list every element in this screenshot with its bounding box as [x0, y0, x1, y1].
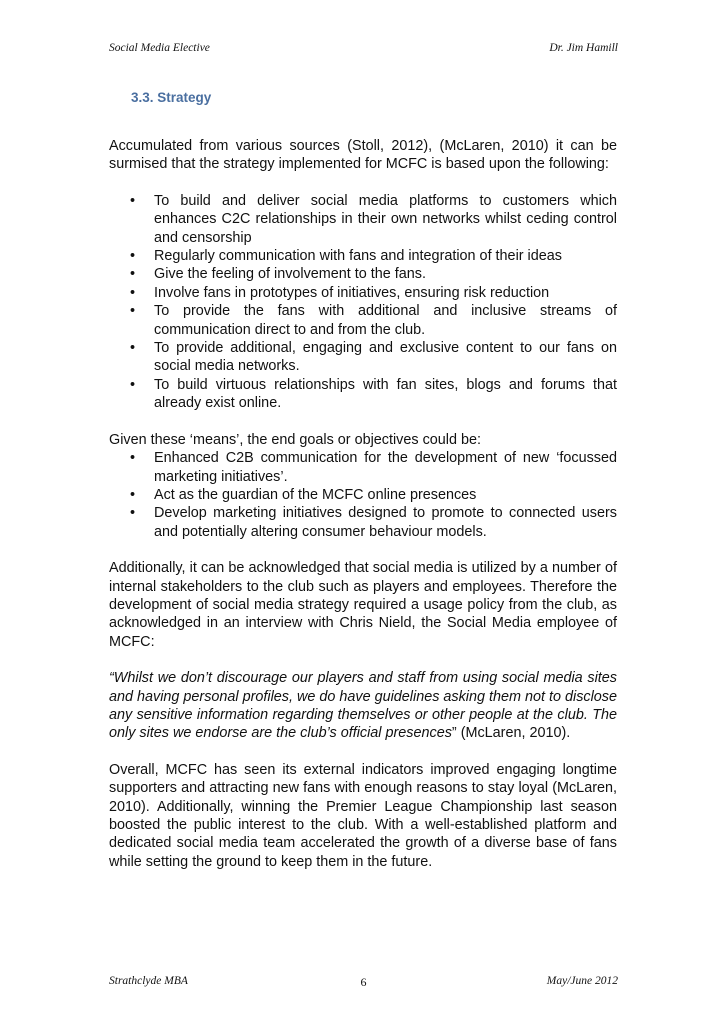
list-item: • To provide the fans with additional and inclusive streams of communication direct to and from the club.: [130, 303, 617, 338]
bullet-icon: •: [130, 450, 136, 467]
bullet-icon: •: [130, 266, 136, 283]
goals-list: [109, 449, 617, 541]
closing-paragraph: Overall, MCFC has seen its external indicators improved engaging longtime supporters and attracting new fans with enough reasons to stay loyal (McLaren, 2010). Additionally, winning the Premier League Championship last season boosted the public interest to the club. With a well-established platform and dedicated social media team accelerated the growth of a diverse base of fans while setting the ground to keep them in the future.: [109, 761, 617, 870]
footer-program: Strathclyde MBA: [109, 975, 188, 987]
quote-text: “Whilst we don’t discourage our players and staff from using social media sites and having personal profiles, we do have guidelines asking them not to disclose any sensitive information regarding themselves or other people at the club. The only sites we endorse are the club’s official presences: [109, 670, 617, 742]
strategy-list: [109, 192, 617, 413]
page-number: 6: [360, 975, 367, 989]
header-course-title: Social Media Elective: [109, 42, 210, 54]
bullet-icon: •: [130, 303, 136, 320]
goals-intro: Given these ‘means’, the end goals or objectives could be:: [109, 431, 481, 448]
bullet-icon: •: [130, 486, 136, 503]
header-author: Dr. Jim Hamill: [549, 42, 618, 54]
list-item: • To build and deliver social media platforms to customers which enhances C2C relationships in their own networks whilst ceding control and censorship: [130, 192, 617, 246]
intro-paragraph: Accumulated from various sources (Stoll, 2012), (McLaren, 2010) it can be surmised that the strategy implemented for MCFC is based upon the following:: [109, 138, 617, 173]
additional-paragraph: Additionally, it can be acknowledged that social media is utilized by a number of internal stakeholders to the club such as players and employees. Therefore the development of social media strategy required a usage policy from the club, as acknowledged in an interview with Chris Nield, the Social Media employee of MCFC:: [109, 560, 617, 650]
list-item: • Develop marketing initiatives designed to promote to connected users and potentially altering consumer behaviour models.: [130, 505, 617, 540]
bullet-icon: •: [130, 505, 136, 522]
bullet-icon: •: [130, 192, 136, 209]
list-item: • Enhanced C2B communication for the development of new ‘focussed marketing initiatives’.: [130, 450, 617, 485]
page-body: [109, 137, 617, 871]
section-heading: 3.3. Strategy: [131, 90, 212, 105]
bullet-icon: •: [130, 376, 136, 393]
bullet-icon: •: [130, 248, 136, 265]
footer-date: May/June 2012: [546, 975, 618, 987]
bullet-icon: •: [130, 340, 136, 357]
list-item: • Regularly communication with fans and integration of their ideas: [130, 248, 562, 265]
page-header: [109, 42, 618, 58]
bullet-icon: •: [130, 284, 136, 301]
list-item: • To provide additional, engaging and exclusive content to our fans on social media networks.: [130, 340, 617, 375]
list-item: • Give the feeling of involvement to the fans.: [130, 266, 426, 283]
page-footer: [109, 975, 618, 991]
quote-citation: ” (McLaren, 2010).: [451, 725, 571, 742]
list-item: • Involve fans in prototypes of initiatives, ensuring risk reduction: [130, 284, 550, 301]
list-item: • Act as the guardian of the MCFC online presences: [130, 486, 477, 503]
list-item: • To build virtuous relationships with fan sites, blogs and forums that already exist online.: [130, 376, 617, 412]
interview-quote: [109, 669, 617, 743]
